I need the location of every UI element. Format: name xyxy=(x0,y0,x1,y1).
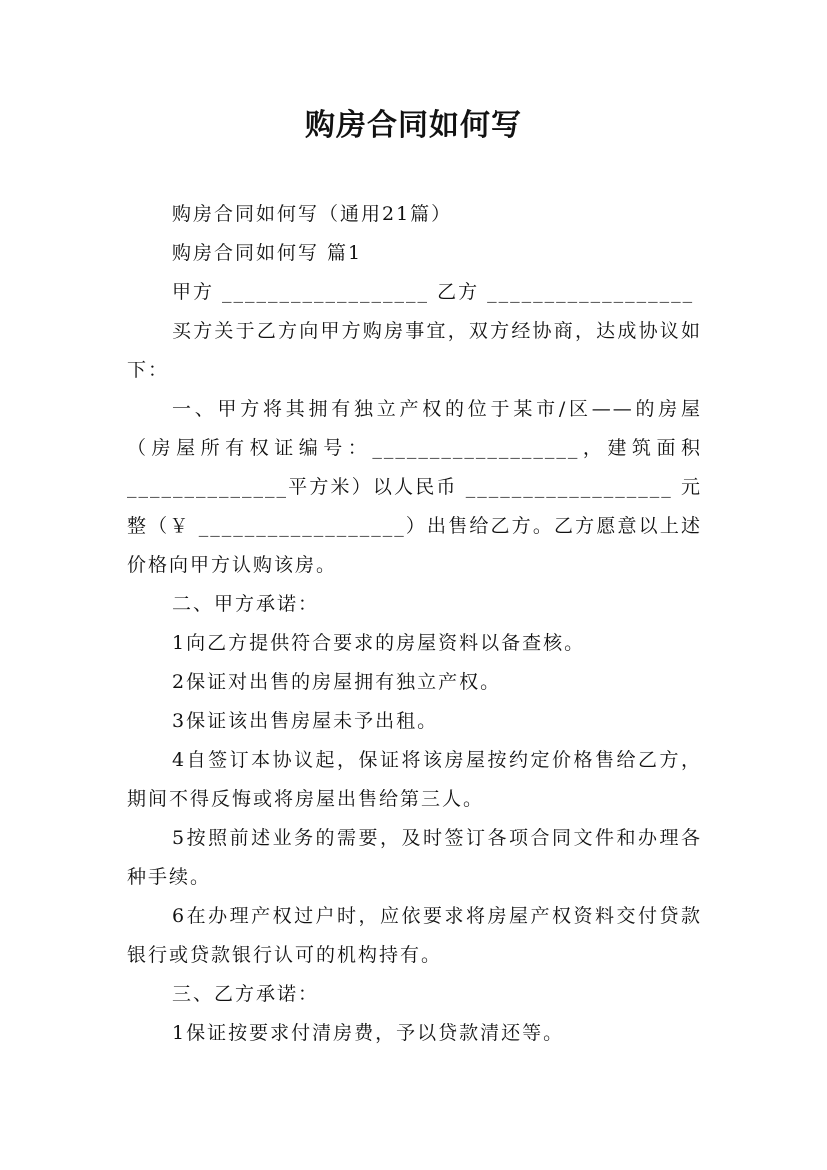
clause-2-item-4: 4自签订本协议起，保证将该房屋按约定价格售给乙方，期间不得反悔或将房屋出售给第三人。 xyxy=(127,749,702,810)
clause-2-heading: 二、甲方承诺： xyxy=(172,593,320,615)
clause-3-item-1: 1保证按要求付清房费，予以贷款清还等。 xyxy=(172,1022,565,1044)
clause-2-item-2: 2保证对出售的房屋拥有独立产权。 xyxy=(172,671,502,693)
party-line: 甲方 __________________ 乙方 __________________ xyxy=(172,281,695,303)
preamble-paragraph: 买方关于乙方向甲方购房事宜，双方经协商，达成协议如下： xyxy=(127,320,702,381)
clause-2-item-3: 3保证该出售房屋未予出租。 xyxy=(172,710,439,732)
clause-2-item-6: 6在办理产权过户时，应依要求将房屋产权资料交付贷款银行或贷款银行认可的机构持有。 xyxy=(127,905,702,966)
section-heading: 购房合同如何写 篇1 xyxy=(172,242,363,264)
clause-3-heading: 三、乙方承诺： xyxy=(172,983,320,1005)
document-title: 购房合同如何写 xyxy=(305,108,522,143)
subtitle-paragraph: 购房合同如何写（通用21篇） xyxy=(172,203,453,225)
clause-2-item-5: 5按照前述业务的需要，及时签订各项合同文件和办理各种手续。 xyxy=(127,827,702,888)
document-body xyxy=(127,195,702,1053)
clause-2-item-1: 1向乙方提供符合要求的房屋资料以备查核。 xyxy=(172,632,586,654)
clause-1-paragraph: 一、甲方将其拥有独立产权的位于某市/区——的房屋（房屋所有权证编号：__________________，建筑面积______________平方米）以人民币 __________________ 元整（￥ __________________）出售给乙方。乙方愿意以上述价格向甲方认购该房。 xyxy=(127,398,702,576)
